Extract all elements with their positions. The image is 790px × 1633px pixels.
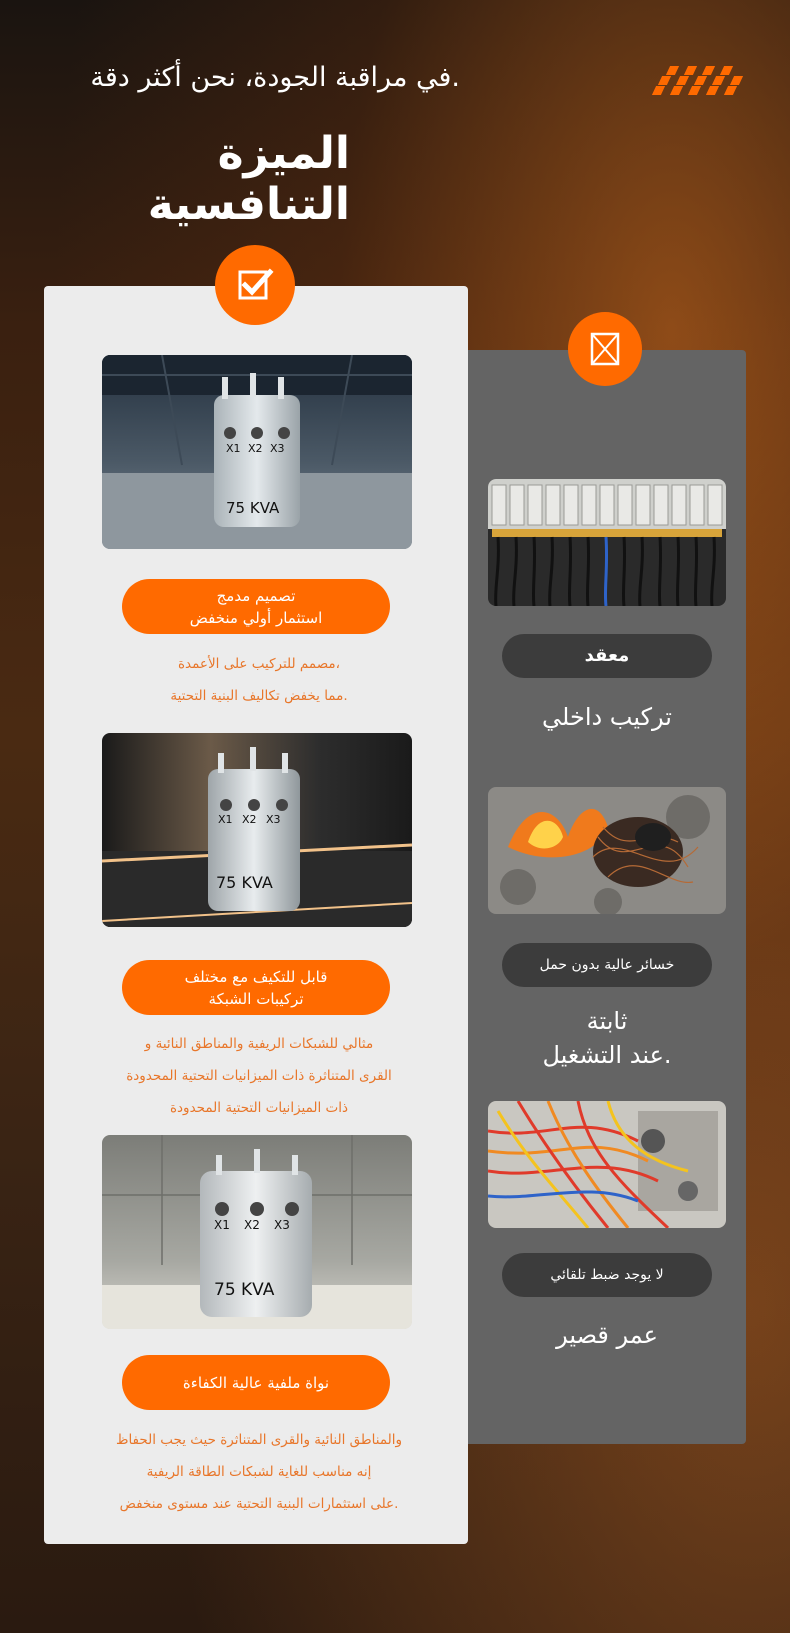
desc-line: القرى المتناثرة ذات الميزانيات التحتية المحدودة bbox=[126, 1068, 392, 1084]
disadvantage-pill-no-auto-adjust: لا يوجد ضبط تلقائي bbox=[502, 1253, 712, 1297]
disadvantage-text bbox=[490, 1004, 724, 1072]
tangled-wires-photo bbox=[488, 1101, 726, 1228]
page-title: الميزة التنافسية bbox=[147, 128, 350, 230]
terminal-label: X3 bbox=[270, 442, 285, 455]
pill-line: تصميم مدمج bbox=[216, 586, 296, 605]
pill-line: تركيبات الشبكة bbox=[208, 989, 304, 1008]
kva-label: 75 KVA bbox=[216, 873, 273, 892]
advantage-pill-grid-adaptable bbox=[122, 960, 390, 1015]
check-badge bbox=[215, 245, 295, 325]
terminal-label: X1 bbox=[218, 813, 233, 826]
text-line: عمر قصير bbox=[556, 1321, 658, 1349]
cross-badge bbox=[568, 312, 642, 386]
desc-line: والمناطق النائية والقرى المتناثرة حيث يجب الحفاظ bbox=[115, 1432, 403, 1448]
transformer-photo-concrete bbox=[102, 1135, 412, 1329]
kva-label: 75 KVA bbox=[214, 1280, 275, 1300]
desc-line: .على استثمارات البنية التحتية عند مستوى منخفض bbox=[119, 1496, 399, 1512]
check-box-icon bbox=[236, 266, 274, 304]
terminal-block-wiring-photo bbox=[488, 479, 726, 606]
pill-line: نواة ملفية عالية الكفاءة bbox=[182, 1373, 330, 1392]
pill-line: قابل للتكيف مع مختلف bbox=[184, 967, 328, 986]
disadvantage-pill-high-losses: خسائر عالية بدون حمل bbox=[502, 943, 712, 987]
transformer-photo-stage bbox=[102, 733, 412, 927]
terminal-label: X1 bbox=[214, 1218, 230, 1232]
desc-line: مثالي للشبكات الريفية والمناطق النائية و bbox=[144, 1036, 374, 1052]
advantage-description bbox=[96, 1028, 422, 1124]
burnt-wires-photo bbox=[488, 787, 726, 914]
kva-label: 75 KVA bbox=[226, 499, 280, 517]
desc-line: .مما يخفض تكاليف البنية التحتية bbox=[170, 688, 348, 704]
text-line: .عند التشغيل bbox=[542, 1041, 672, 1069]
disadvantage-text bbox=[490, 1318, 724, 1352]
advantage-description bbox=[96, 1424, 422, 1520]
terminal-label: X2 bbox=[244, 1218, 260, 1232]
terminal-label: X1 bbox=[226, 442, 241, 455]
advantage-pill-core-efficiency bbox=[122, 1355, 390, 1410]
advantage-pill-compact-design bbox=[122, 579, 390, 634]
page-subtitle: .في مراقبة الجودة، نحن أكثر دقة bbox=[90, 62, 460, 93]
disadvantage-text bbox=[490, 700, 724, 734]
terminal-label: X3 bbox=[266, 813, 281, 826]
checker-pattern-icon bbox=[660, 66, 746, 96]
transformer-photo-warehouse bbox=[102, 355, 412, 549]
desc-line: إنه مناسب للغاية لشبكات الطاقة الريفية bbox=[146, 1464, 372, 1480]
pill-line: استثمار أولي منخفض bbox=[189, 608, 323, 627]
x-box-icon bbox=[588, 330, 622, 368]
advantage-description bbox=[96, 648, 422, 712]
terminal-label: X2 bbox=[242, 813, 257, 826]
terminal-label: X2 bbox=[248, 442, 263, 455]
desc-line: ،مصمم للتركيب على الأعمدة bbox=[177, 656, 341, 672]
terminal-label: X3 bbox=[274, 1218, 290, 1232]
text-line: تركيب داخلي bbox=[542, 703, 672, 731]
disadvantage-pill-complex: معقد bbox=[502, 634, 712, 678]
text-line: ثابتة bbox=[586, 1007, 628, 1035]
desc-line: ذات الميزانيات التحتية المحدودة bbox=[169, 1100, 349, 1116]
